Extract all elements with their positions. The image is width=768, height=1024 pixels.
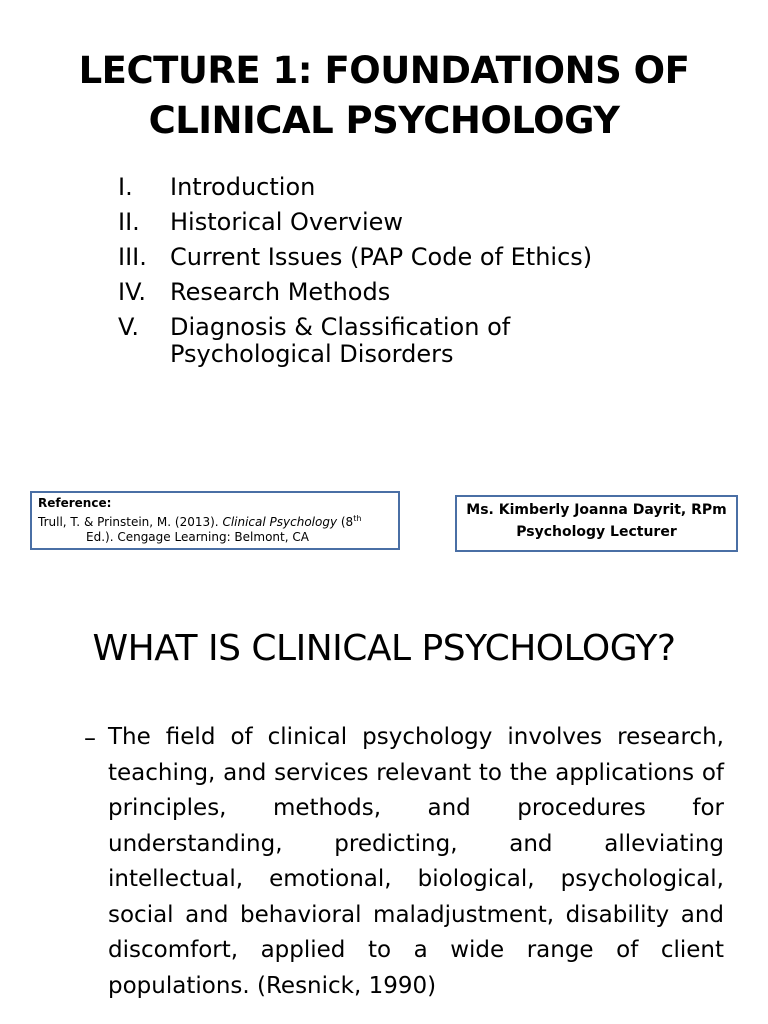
agenda-text: Introduction bbox=[170, 173, 316, 201]
reference-line-2: Ed.). Cengage Learning: Belmont, CA bbox=[86, 530, 309, 544]
agenda-item bbox=[118, 209, 638, 236]
reference-box bbox=[30, 491, 400, 550]
title-line-1: LECTURE 1: FOUNDATIONS OF bbox=[78, 49, 690, 92]
agenda-text: Diagnosis & Classification of Psychological Disorders bbox=[170, 313, 511, 368]
definition-text: The field of clinical psychology involves research, teaching, and services relevant to the applications of principles, methods, and procedures for understanding, predicting, and alleviating intellectual, emotional, biological, psychological, social and behavioral maladjustment, disability and discomfort, applied to a wide range of client populations. (Resnick, 1990) bbox=[108, 724, 724, 999]
reference-authors: Trull, T. & Prinstein, M. (2013). bbox=[38, 515, 223, 529]
agenda-item bbox=[118, 174, 638, 201]
agenda-number: I. bbox=[118, 173, 133, 201]
title-line-2: CLINICAL PSYCHOLOGY bbox=[148, 99, 620, 142]
agenda-item bbox=[118, 314, 638, 368]
reference-line-1 bbox=[38, 515, 361, 529]
definition-bullet bbox=[84, 720, 724, 1004]
agenda-item bbox=[118, 244, 638, 271]
agenda-number: III. bbox=[118, 243, 147, 271]
agenda-text: Current Issues (PAP Code of Ethics) bbox=[170, 243, 593, 271]
author-role: Psychology Lecturer bbox=[516, 524, 677, 540]
slide-2-title: WHAT IS CLINICAL PSYCHOLOGY? bbox=[92, 628, 676, 669]
agenda-number: IV. bbox=[118, 278, 147, 306]
agenda-text: Research Methods bbox=[170, 278, 391, 306]
reference-heading: Reference: bbox=[38, 496, 112, 510]
agenda-number: II. bbox=[118, 208, 140, 236]
agenda-item bbox=[118, 279, 638, 306]
reference-book-title: Clinical Psychology bbox=[222, 515, 338, 529]
author-box bbox=[455, 495, 738, 552]
slide-title bbox=[0, 46, 768, 146]
bullet-marker: – bbox=[84, 724, 96, 752]
slide-2 bbox=[0, 580, 768, 1024]
author-name: Ms. Kimberly Joanna Dayrit, RPm bbox=[466, 502, 727, 518]
agenda-number: V. bbox=[118, 313, 139, 341]
reference-edition-sup: th bbox=[353, 514, 362, 523]
reference-edition: (8 bbox=[337, 515, 354, 529]
agenda-text: Historical Overview bbox=[170, 208, 404, 236]
agenda-list bbox=[118, 174, 638, 376]
